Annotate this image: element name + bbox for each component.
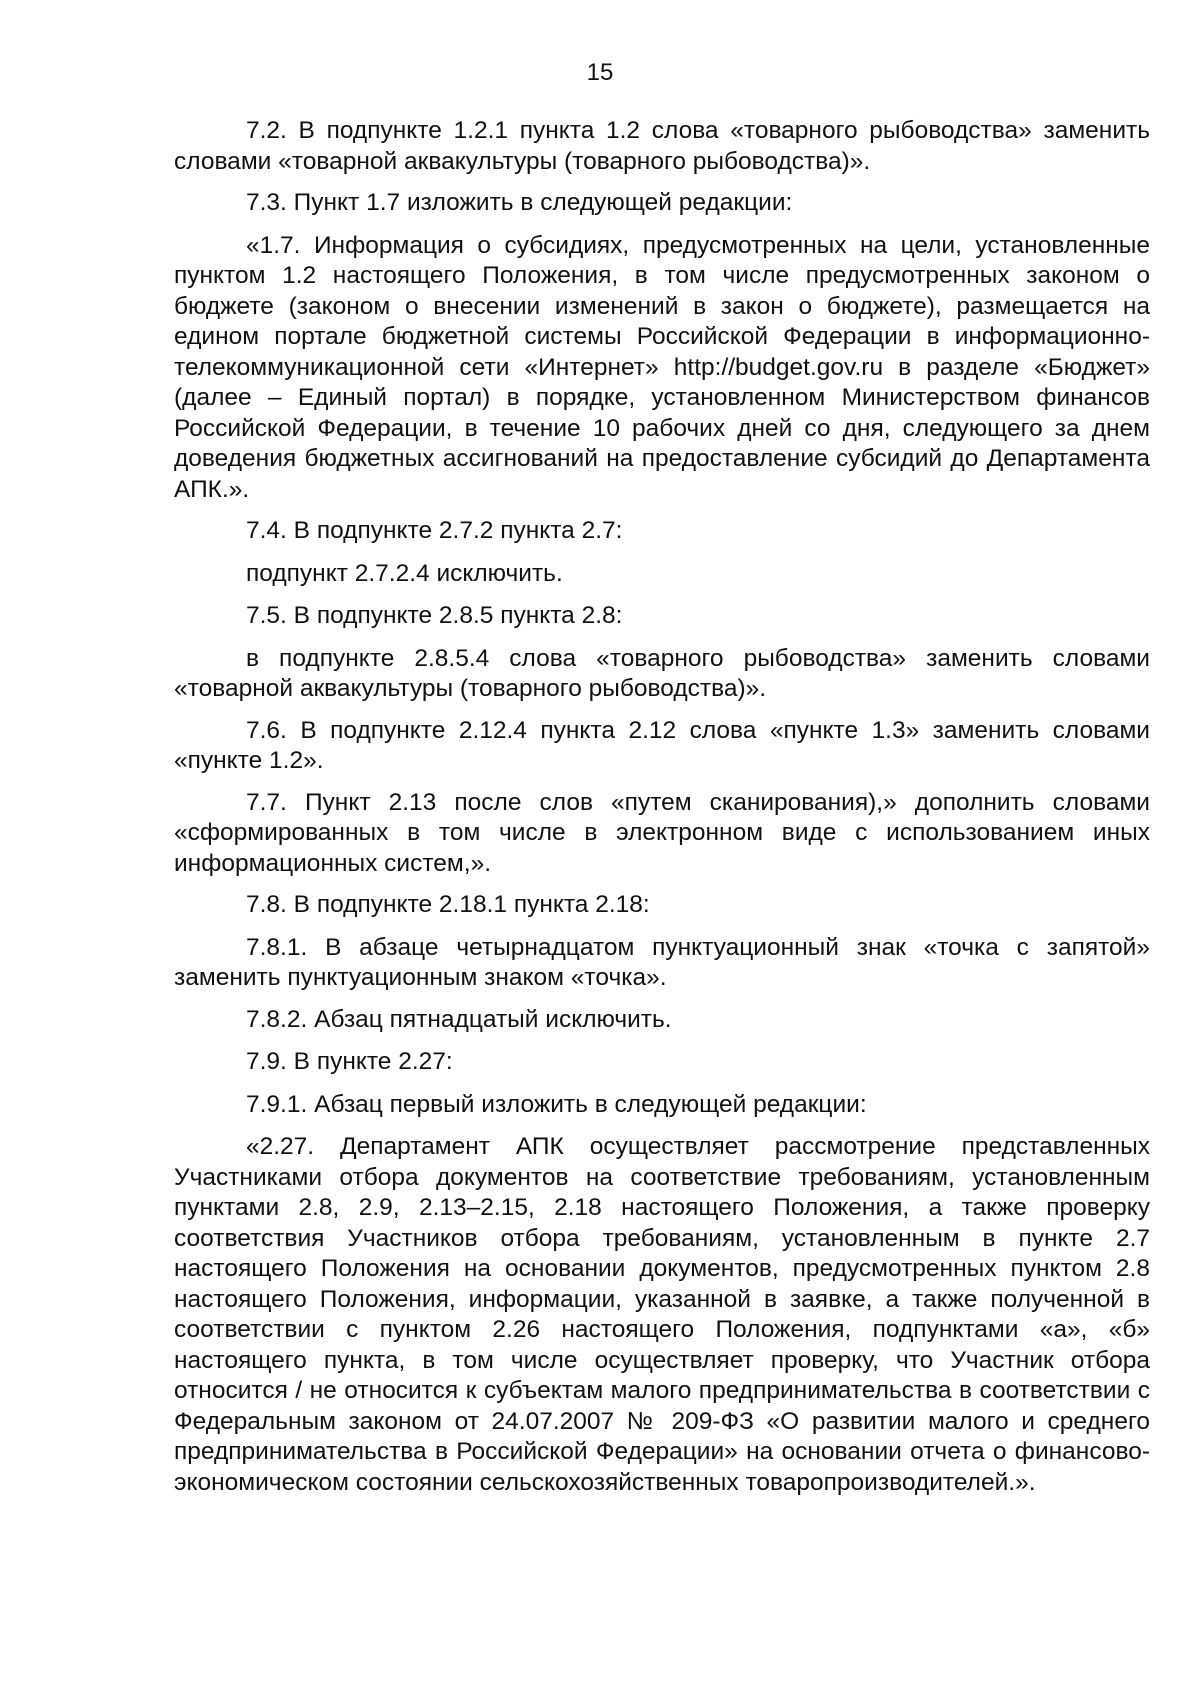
paragraph-7-4-item: подпункт 2.7.2.4 исключить. (246, 559, 563, 587)
paragraph-7-9: 7.9. В пункте 2.27: (246, 1048, 453, 1075)
document-body (174, 116, 1150, 1509)
paragraph-7-9-1: 7.9.1. Абзац первый изложить в следующей редакции: (246, 1090, 867, 1118)
paragraph-quote-1-7: «1.7. Информация о субсидиях, предусмотренных на цели, установленные пунктом 1.2 настоящего Положения, в том числе предусмотренных законом о бюджете (законом о внесении изменений в закон о бюджете), размещается на едином портале бюджетной системы Российской Федерации в информационно-телекоммуникационной сети «Интернет» http://budget.gov.ru в разделе «Бюджет» (далее – Единый портал) в порядке, установленном Министерством финансов Российской Федерации, в течение 10 рабочих дней со дня, следующего за днем доведения бюджетных ассигнований на предоставление субсидий до Департамента АПК.». (174, 231, 1150, 503)
paragraph-7-7: 7.7. Пункт 2.13 после слов «путем сканирования),» дополнить словами «сформированных в том числе в электронном виде с использованием иных информационных систем,». (174, 788, 1150, 877)
paragraph-7-3: 7.3. Пункт 1.7 изложить в следующей редакции: (246, 189, 793, 216)
paragraph-7-8-1: 7.8.1. В абзаце четырнадцатом пунктуационный знак «точка с запятой» заменить пунктуационным знаком «точка». (174, 933, 1150, 991)
page-number: 15 (586, 59, 614, 86)
paragraph-7-2: 7.2. В подпункте 1.2.1 пункта 1.2 слова «товарного рыбоводства» заменить словами «товарной аквакультуры (товарного рыбоводства)». (174, 117, 1150, 175)
paragraph-7-5-item: в подпункте 2.8.5.4 слова «товарного рыбоводства» заменить словами «товарной аквакультуры (товарного рыбоводства)». (174, 644, 1150, 702)
paragraph-7-8: 7.8. В подпункте 2.18.1 пункта 2.18: (246, 891, 650, 918)
paragraph-quote-2-27: «2.27. Департамент АПК осуществляет рассмотрение представленных Участниками отбора документов на соответствие требованиям, установленным пунктами 2.8, 2.9, 2.13–2.15, 2.18 настоящего Положения, а также проверку соответствия Участников отбора требованиям, установленным в пункте 2.7 настоящего Положения на основании документов, предусмотренных пунктом 2.8 настоящего Положения, информации, указанной в заявке, а также полученной в соответствии с пунктом 2.26 настоящего Положения, подпунктами «а», «б» настоящего пункта, в том числе осуществляет проверку, что Участник отбора относится / не относится к субъектам малого предпринимательства в соответствии с Федеральным законом от 24.07.2007 № 209-ФЗ «О развитии малого и среднего предпринимательства в Российской Федерации» на основании отчета о финансово-экономическом состоянии сельскохозяйственных товаропроизводителей.». (174, 1133, 1150, 1496)
paragraph-7-6: 7.6. В подпункте 2.12.4 пункта 2.12 слова «пункте 1.3» заменить словами «пункте 1.2». (174, 716, 1150, 774)
paragraph-7-5: 7.5. В подпункте 2.8.5 пункта 2.8: (246, 602, 623, 629)
paragraph-7-8-2: 7.8.2. Абзац пятнадцатый исключить. (246, 1005, 672, 1033)
paragraph-7-4: 7.4. В подпункте 2.7.2 пункта 2.7: (246, 517, 623, 544)
